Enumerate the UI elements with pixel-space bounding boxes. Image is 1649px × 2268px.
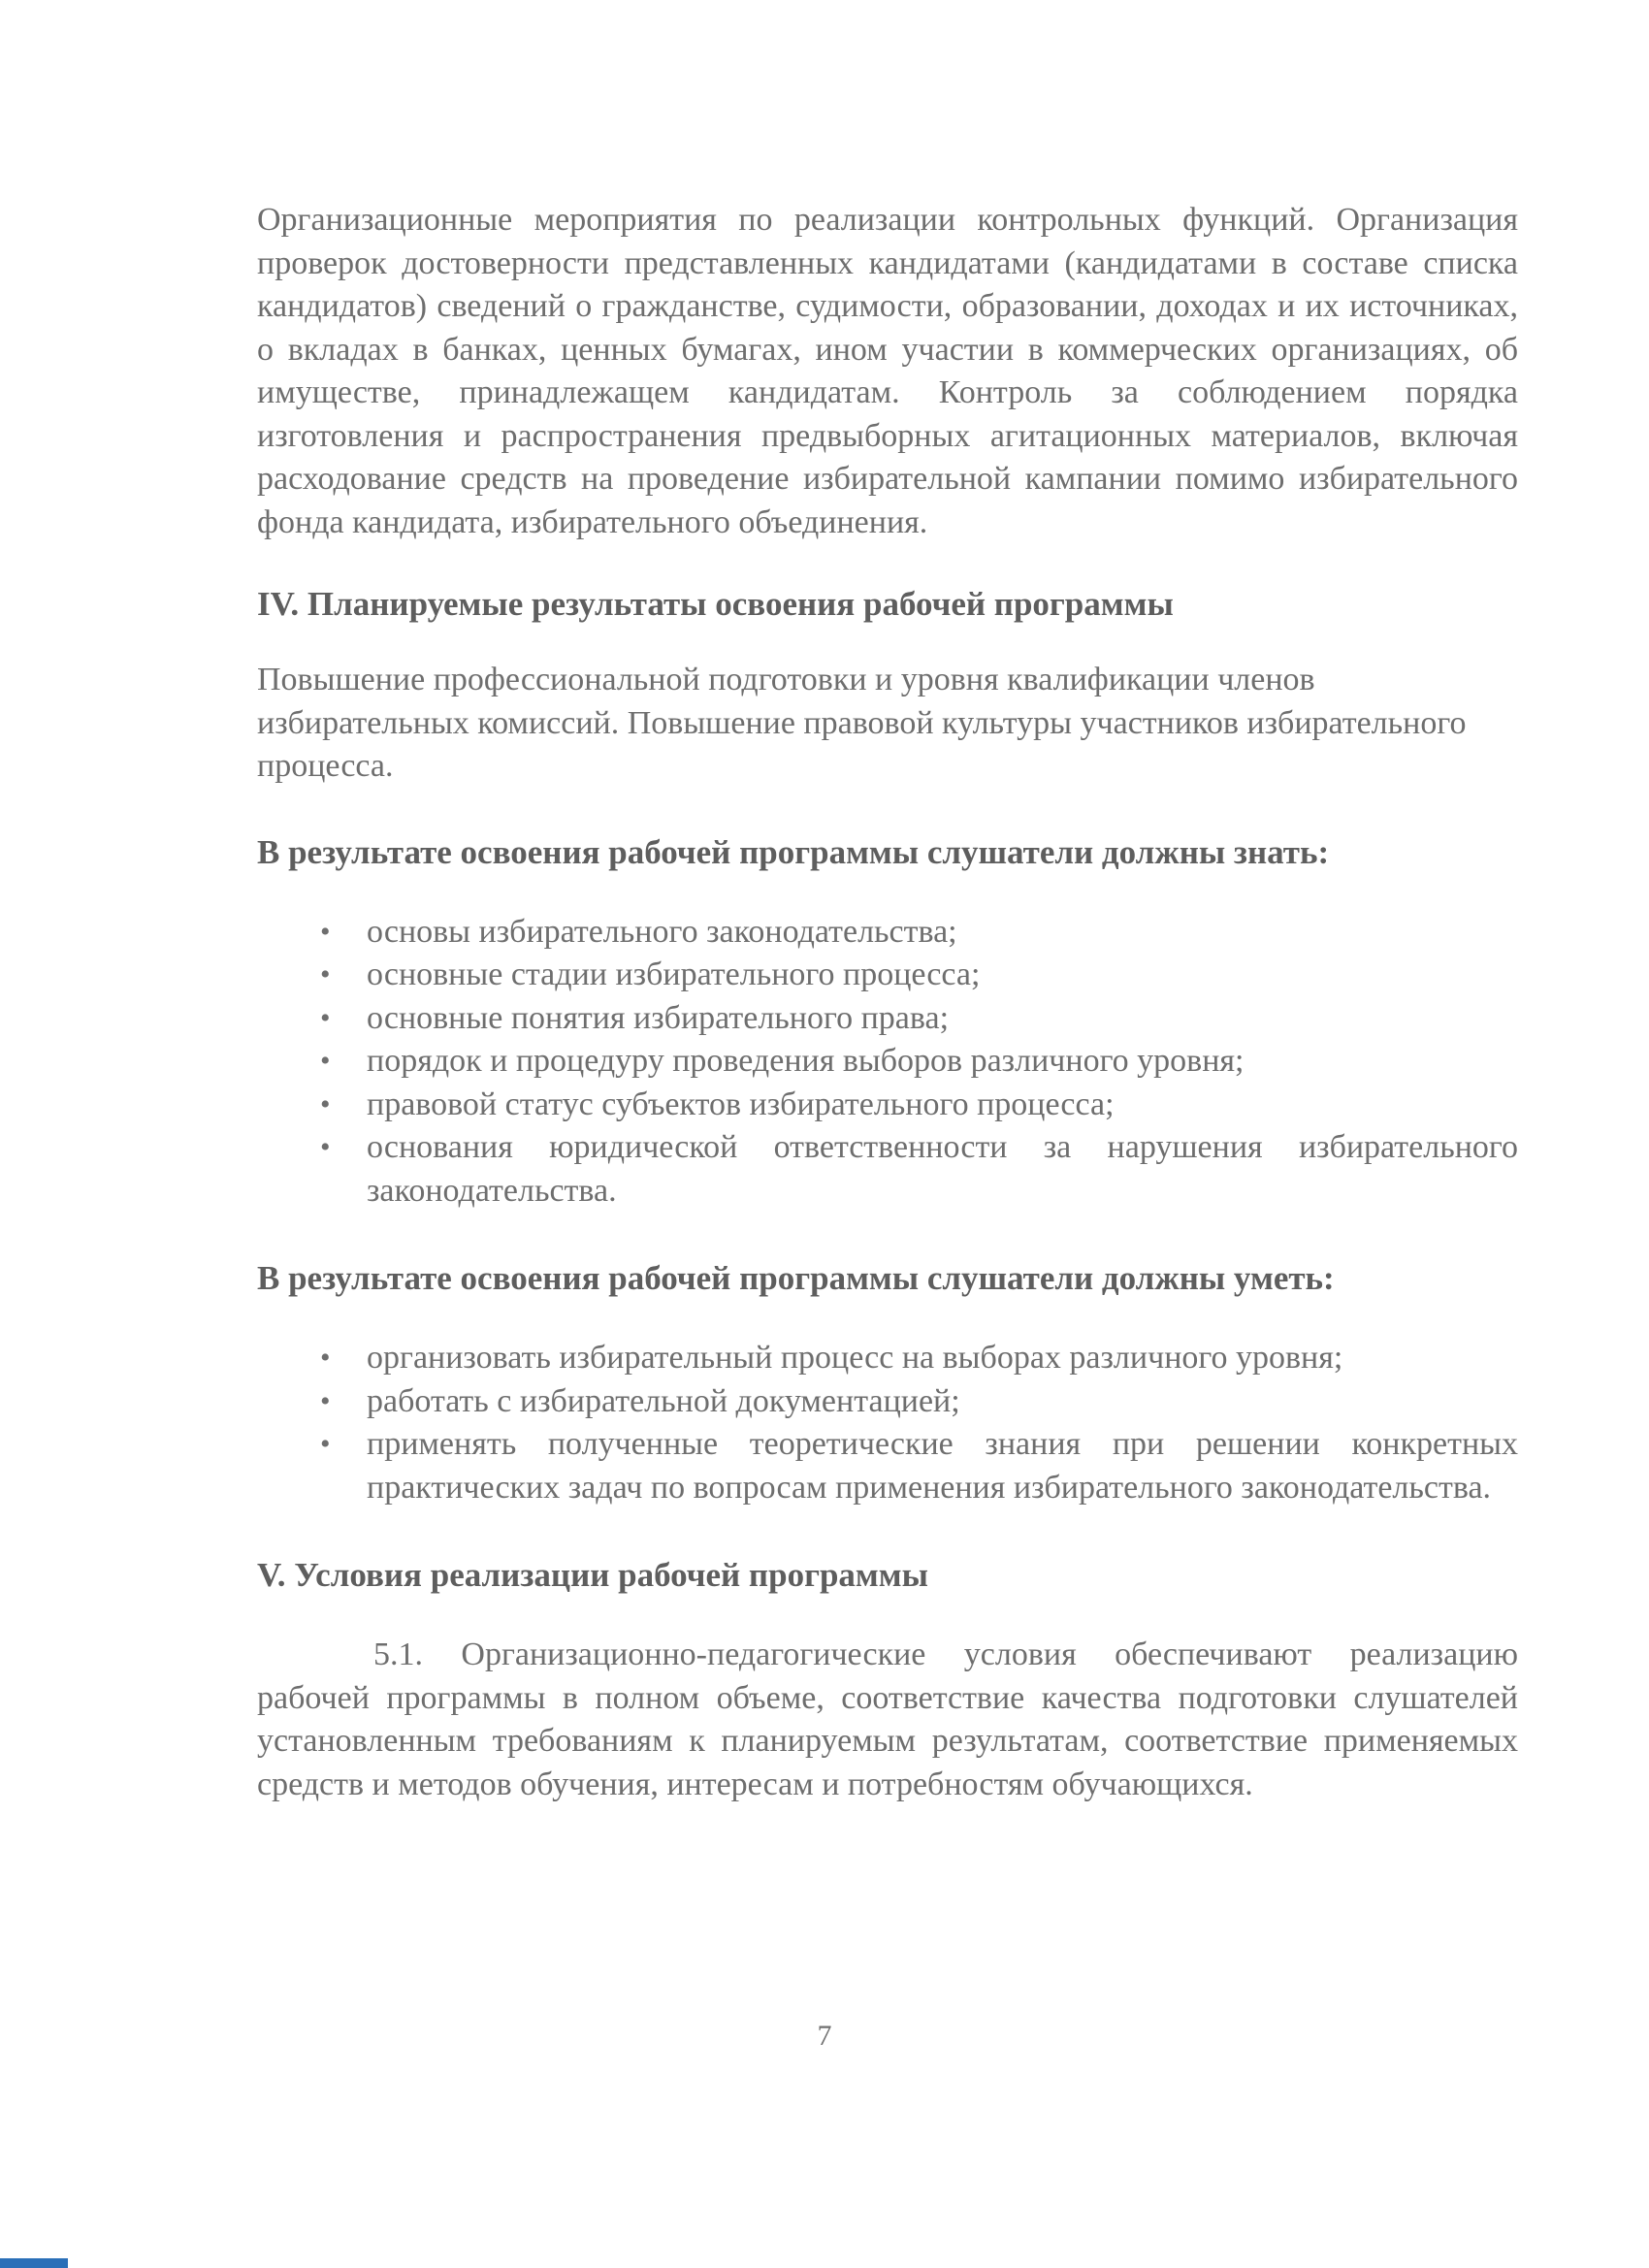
list-item: • основные стадии избирательного процесса;: [320, 954, 1518, 997]
section-5-paragraph: 5.1. Организационно-педагогические условия обеспечивают реализацию рабочей программы в полном объеме, соответствие качества подготовки слушателей установленным требованиям к планируемым результатам, соответствие применяемых средств и методов обучения, интересам и потребностям обучающихся.: [257, 1636, 1518, 1802]
section-5-heading: V. Условия реализации рабочей программы: [257, 1556, 928, 1594]
bullet-icon: •: [320, 1384, 331, 1417]
list-item: • основные понятия избирательного права;: [320, 997, 1518, 1041]
list-item: • основы избирательного законодательства;: [320, 911, 1518, 955]
bullet-icon: •: [320, 1428, 331, 1460]
bullet-icon: •: [320, 915, 331, 948]
know-heading: В результате освоения рабочей программы слушатели должны знать:: [257, 832, 1330, 871]
bullet-icon: •: [320, 1131, 331, 1163]
can-heading: В результате освоения рабочей программы слушатели должны уметь:: [257, 1259, 1335, 1297]
bullet-icon: •: [320, 1045, 331, 1077]
bullet-icon: •: [320, 1087, 331, 1120]
intro-paragraph: Организационные мероприятия по реализации контрольных функций. Организация проверок достоверности представленных кандидатами (кандидатами в составе списка кандидатов) сведений о гражданстве, судимости, образовании, доходах и их источниках, о вкладах в банках, ценных бумагах, ином участии в коммерческих организациях, об имуществе, принадлежащем кандидатам. Контроль за соблюдением порядка изготовления и распространения предвыборных агитационных материалов, включая расходование средств на проведение избирательной кампании помимо избирательного фонда кандидата, избирательного объединения.: [257, 202, 1518, 540]
section-4-heading: IV. Планируемые результаты освоения рабочей программы: [257, 585, 1174, 623]
list-item: • применять полученные теоретические знания при решении конкретных практических задач по вопросам применения избирательного законодательства.: [320, 1423, 1518, 1509]
scan-corner-mark: [0, 2258, 68, 2268]
bullet-icon: •: [320, 1342, 331, 1374]
list-item: • работать с избирательной документацией;: [320, 1380, 1518, 1424]
list-item: • организовать избирательный процесс на выборах различного уровня;: [320, 1337, 1518, 1380]
page-number: 7: [817, 2020, 832, 2052]
document-page: [257, 199, 1518, 1806]
list-item: • правовой статус субъектов избирательного процесса;: [320, 1084, 1518, 1127]
list-item: • основания юридической ответственности за нарушения избирательного законодательства.: [320, 1126, 1518, 1213]
can-list: [257, 1337, 1518, 1509]
know-list: [257, 911, 1518, 1214]
bullet-icon: •: [320, 958, 331, 990]
bullet-icon: •: [320, 1001, 331, 1034]
section-4-paragraph: Повышение профессиональной подготовки и уровня квалификации членов избирательных комиссий. Повышение правовой культуры участников избирательного процесса.: [257, 662, 1467, 784]
list-item: • порядок и процедуру проведения выборов различного уровня;: [320, 1040, 1518, 1084]
